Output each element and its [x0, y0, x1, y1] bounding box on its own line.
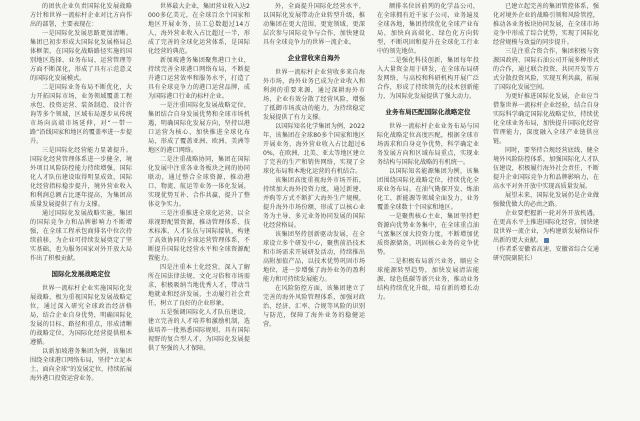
paragraph: 世界一流标杆企业实施国际化发展战略，极为重视国际化发展战略定位，通过深入研究全球政治经济格局，结合企业自身优势，明确国际化发展的目标、路径和重点，形成清晰的战略定位，为国际化经营提供根本遵循。: [30, 285, 132, 346]
paragraph: 该集团高度重视海外市场开拓，持续加大海外投资力度，通过新建、并购等方式不断扩大海外生产规模，提升海外市场份额，形成了以核心业务为主导、多元业务协同发展的国际化经营格局。: [263, 177, 365, 229]
paragraph: 二是注重战略协同，集团在国际化发展中注重各业务板块之间的协同联动，通过整合全球资源，推动港口、物流、航运等业务一体化发展，实现优势互补、合作共赢，提升了整体竞争实力。: [148, 156, 250, 208]
article-column-5: [493, 2, 599, 263]
paragraph: 二是积极布局新兴业务，顺应全球能源转型趋势，加快发展清洁能源、绿色低碳等新兴业务，推动业务结构持续优化升级，培育新的增长动力。: [377, 258, 479, 301]
section-heading: 企业营收来自海外: [287, 54, 341, 62]
paragraph: 以国际知名能源集团为例，该集团围绕国际化战略定位，持续优化全球业务布局，在油气勘探开发、炼油化工、新能源等领域全面发力，业务覆盖全球数十个国家和地区。: [377, 168, 479, 211]
paragraph: 五是强调国际化人才队伍建设，建立完善的人才培养和激励机制，选拔培养一批熟悉国际规则、具有国际视野的复合型人才，为国际化发展提供了坚强的人才保障。: [148, 309, 250, 352]
paragraph: 该集团坚持创新驱动发展，在全球设立多个研发中心，聚焦前沿技术和市场需求开展研发活动，持续推出高附加值产品，以技术优势巩固市场地位，进一步增强了海外业务的盈利能力和可持续发展能力。: [263, 231, 365, 283]
end-mark-icon: [544, 238, 549, 243]
paragraph: 外，全面提升国际化经营水平，以国际化发展带动企业转型升级，推动集团在更大范围、更宽领域、更深层次参与国际竞争与合作，加快建设具有全球竞争力的世界一流企业。: [263, 3, 365, 46]
paragraph: 二是强化科技创新，集团每年投入大量资金用于研发，在全球布局研发网络，与高校和科研机构开展广泛合作，形成了持续领先的技术创新能力，为国际化发展提供了强大动力。: [377, 57, 479, 100]
author-note: （作者系安徽省高速、安徽省综合交通研究院副院长）: [493, 246, 599, 262]
paragraph: 通过国际化发展战略实施，集团的国际竞争力和品牌影响力不断增强，在全球工程承包商排名中位次持续前移，为企业可持续发展奠定了坚实基础，也为服务国家对外开放大局作出了积极贡献。: [30, 210, 132, 262]
paragraph: 同时，要坚持合规经营底线，健全境外风险防控体系，加强国际化人才队伍建设，积极履行海外社会责任，不断提升企业国际竞争力和品牌影响力，在高水平对外开放中实现高质量发展。: [493, 147, 599, 190]
paragraph: 已建立起完善的集团管控体系，强化对境外企业的战略引领和风险管控，推动各业务板块协同发展，在全球市场竞争中形成了综合优势，实现了国际化经营规模与效益的同步提升。: [493, 3, 599, 46]
paragraph: 一是注重国际化发展战略定位，集团结合自身发展优势和全球市场机遇，明确国际化发展方向，坚持以港口运营为核心，加快推进全球化布局，形成了覆盖亚洲、欧洲、美洲等地区的港口网络。: [148, 102, 250, 154]
paragraph: 的团伙企业负责国际化发展战略方针和世界一流标杆企业对比方向作出的部署，主要表现在：: [30, 3, 132, 28]
paragraph: 在风险防控方面，该集团建立了完善的海外风险管理体系，加强对政治、经济、汇率、合规等风险的识别与防范，保障了海外业务的稳健运营。: [263, 285, 365, 328]
section-heading: 国际化发展战略定位: [51, 270, 111, 278]
section-heading: 业务布局匹配国际化战略定位: [385, 108, 471, 116]
paragraph: 展望未来，国际化发展仍是企业做强做优做大的必由之路。: [493, 192, 599, 208]
paragraph: 世界最大企业，集团营业收入达2000多亿美元，在全球百余个国家和地区开展业务，员工总数超过14万人，海外营业收入占比超过一半，形成了完善的全球化运营体系，是国际化经营的典范。: [148, 3, 250, 55]
paragraph: 以新加坡港务集团为例，该集团围绕全球港口网络布局，坚持“立足本土、面向全球”的发展定位，持续拓展海外港口投资运营业务。: [30, 348, 132, 382]
paragraph: 一是国际化发展思路更加清晰。集团已初步形成大国际化发展格局总体框架，在国际化战略路径实施的国别地区选择、业务布局、运营管理等方面不断深化，形成了具有示范意义的国际化发展模式。: [30, 30, 132, 82]
article-column-3: [263, 2, 365, 329]
paragraph: 三是国际化经营能力显著提升。国际化经营管理体系进一步健全，境外项目风险防控能力持续增强，国际化人才队伍建设取得明显成效，国际化经营指标稳步提升，境外营业收入和利润总额占比逐年提高，为集团高质量发展提供了有力支撑。: [30, 147, 132, 208]
paragraph: 世界一流标杆企业业务布局与国际化战略定位高度匹配，根据全球市场需求和自身竞争优势，科学确定业务发展方向和区域布局重点，实现业务结构与国际化战略的有机统一。: [377, 123, 479, 166]
article-column-1: [30, 2, 132, 383]
paragraph: 以国际知名化学集团为例，2022年，该集团在全球80多个国家和地区开展业务，海外营业收入占比超过60%，在欧洲、北美、亚太等地区建立了完善的生产和销售网络，实现了全球化布局和本地化运营的有机结合。: [263, 123, 365, 175]
paragraph: 三是注重合资合作，集团积极与资源国政府、国际石油公司开展多种形式的合作，通过联合投资、共同开发等方式分散投资风险，实现互利共赢，拓展了国际化发展空间。: [493, 48, 599, 91]
paragraph: 额排名位居前列的化学品公司，在全球拥有近千家子公司，业务遍及全球各地，集团持续优化全球产业布局，加快向高端化、绿色化方向转型，不断巩固和提升在全球化工行业中的领先地位。: [377, 3, 479, 55]
paragraph: 为更好推进国际化发展，企业应当借鉴世界一流标杆企业经验，结合自身实际科学确定国际化战略定位，持续优化全球业务布局，加快提升国际化经营管理能力，深度融入全球产业链供应链。: [493, 93, 599, 145]
paragraph: 世界一流标杆企业营收多来自海外市场，海外业务已成为企业收入和利润的重要来源，通过深耕海外市场，企业有效分散了经营风险，增强了抵御市场波动的能力，为持续稳定发展提供了有力支撑。: [263, 69, 365, 121]
paragraph: 二是国际业务布局不断优化，大力开拓国际市场，业务领域覆盖工程承包、投资运营、装备制造、设计咨询等多个领域，区域布局逐步从传统市场向高端市场延伸，对“一带一路”沿线国家和地区的覆盖率进一步提升。: [30, 84, 132, 145]
paragraph: 一是聚焦核心主业，集团坚持把资源向优势业务集中，在全球重点油气富集区加大投资力度，不断增加优质资源储备，巩固核心业务的竞争优势。: [377, 213, 479, 256]
paragraph: 三是注重推进全球化运营，以全球视野配置资源，推动管理体系、技术标准、人才队伍与国际接轨，构建了高效协同的全球运营管理体系，不断提升国际化经营水平和全球资源配置能力。: [148, 210, 250, 262]
paragraph: 四是注重本土化经营，深入了解所在国法律法规、文化习俗和市场需求，积极吸纳当地优秀人才，带动当地就业和经济发展，主动履行社会责任，树立了良好的企业形象。: [148, 264, 250, 307]
article-column-4: [377, 2, 479, 302]
article-column-2: [148, 2, 250, 353]
paragraph: 企业要把握新一轮对外开放机遇，在更高水平上推进国际化经营，加快建设世界一流企业，为构建新发展格局作出新的更大贡献。: [493, 210, 599, 244]
paragraph: 新加坡港务集团聚焦港口主业，持续完善全球港口网络布局，不断提升港口运营效率和服务水平，打造了具有全球竞争力的港口运营品牌，成为国际港口行业的标杆企业。: [148, 57, 250, 100]
